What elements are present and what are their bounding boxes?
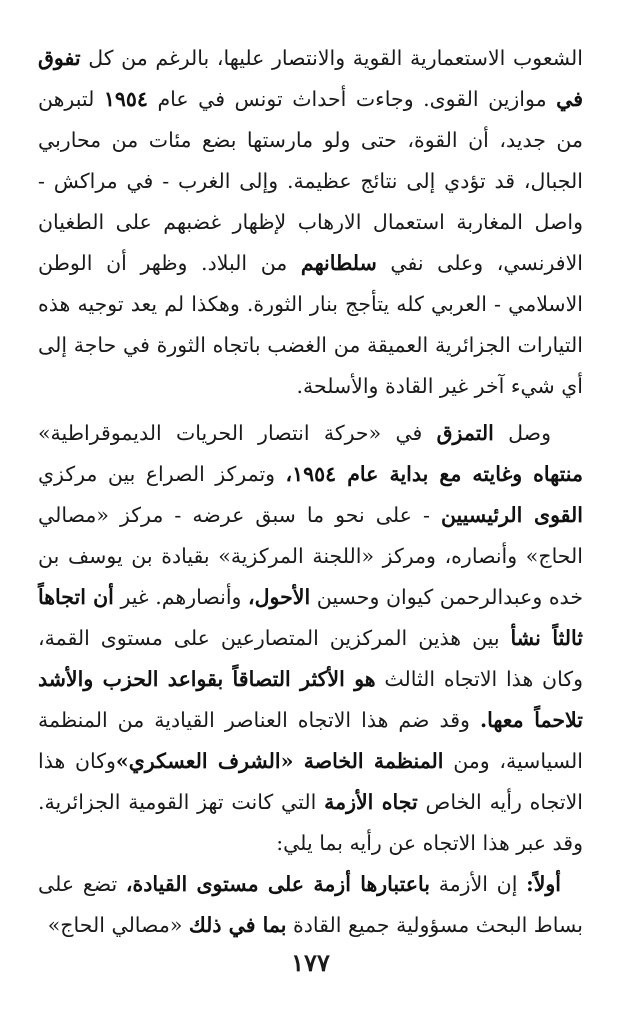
text-run: إن الأزمة [429,872,527,896]
bold-text-run: أن اتجاهاً ثالثاً نشأ [38,585,583,650]
bold-text-run: التمزق [436,421,494,445]
paragraph-1 [38,38,583,407]
text-run: التي كانت تهز القومية الجزائرية. وقد عبر هذا الاتجاه عن رأيه بما يلي: [38,790,583,855]
bold-text-run: باعتبارها أزمة على مستوى القيادة، [125,872,430,896]
text-run: بين هذين المركزين المتصارعين على مستوى القمة، وكان هذا الاتجاه الثالث [38,626,583,691]
book-page [38,38,583,946]
text-run: وصل [493,421,551,445]
bold-text-run: أولاً: [526,872,561,896]
bold-text-run: ١٩٥٤ [103,87,148,111]
text-run: - على نحو ما سبق عرضه - مركز «مصالي الحاج» وأنصاره، ومركز «اللجنة المركزية» بقيادة بن يوسف بن خده وعبدالرحمن كيوان وحسين [38,503,583,609]
text-run: من البلاد. وظهر أن الوطن الاسلامي - العربي كله يتأجج بنار الثورة. وهكذا لم يعد توجيه هذه التيارات الجزائرية العميقة من الغضب باتجاه الثورة في حاجة إلى أي شيء آخر غير القادة والأسلحة. [38,251,583,398]
bold-text-run: تفوق في [38,46,583,111]
text-run: وأنصارهم. غير [113,585,248,609]
bold-text-run: تجاه الأزمة [324,790,418,814]
bold-text-run: هو الأكثر التصاقاً بقواعد الحزب والأشد تلاحماً معها. [38,667,583,732]
text-run: وقد ضم هذا الاتجاه العناصر القيادية من المنظمة السياسية، ومن [38,708,583,773]
text-run: تضع على بساط البحث مسؤولية جميع القادة [38,872,583,937]
text-run: وكان هذا الاتجاه رأيه الخاص [38,749,583,814]
bold-text-run: المنظمة الخاصة «الشرف العسكري» [115,749,444,773]
text-run: الشعوب الاستعمارية القوية والانتصار عليها، بالرغم من كل [80,46,583,70]
text-run: موازين القوى. وجاءت أحداث تونس في عام [147,87,557,111]
paragraph-3 [38,864,583,946]
bold-text-run: الأحول، [247,585,311,609]
bold-text-run: سلطانهم [300,251,377,275]
text-run: وتمركز الصراع بين مركزي [38,462,286,486]
paragraph-2 [38,413,583,864]
bold-text-run: منتهاه وغايته مع بداية عام ١٩٥٤، [285,462,583,486]
text-run: «مصالي الحاج» [47,913,189,937]
bold-text-run: القوى الرئيسيين [440,503,583,527]
text-run: لتبرهن من جديد، أن القوة، حتى ولو مارستها بضع مئات من محاربي الجبال، قد تؤدي إلى نتائج عظيمة. وإلى الغرب - في مراكش - واصل المغاربة استعمال الارهاب لإظهار غضبهم على الطغيان الافرنسي، وعلى نفي [38,87,583,275]
bold-text-run: بما في ذلك [188,913,287,937]
page-number: ١٧٧ [291,948,330,977]
text-run: في «حركة انتصار الحريات الديموقراطية» [38,421,437,445]
